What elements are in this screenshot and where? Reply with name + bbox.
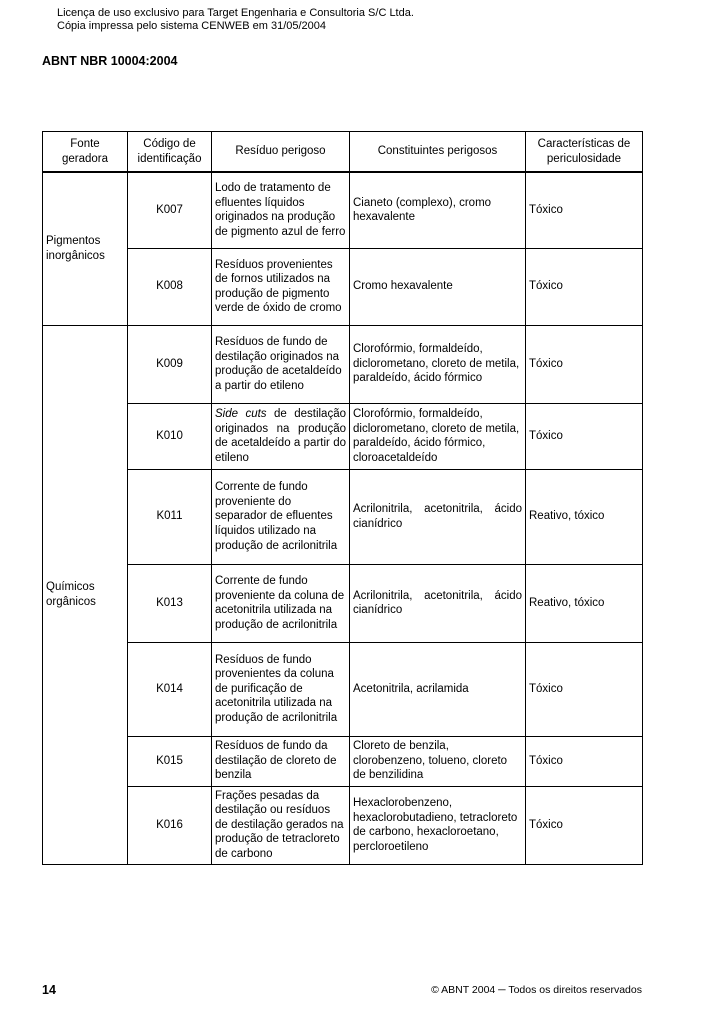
table-row xyxy=(43,403,643,469)
residuo-cell: Corrente de fundo proveniente do separador de efluentes líquidos utilizado na produção de acrilonitrila xyxy=(212,469,350,564)
caracteristicas-cell: Tóxico xyxy=(526,325,643,403)
license-line-2: Cópia impressa pelo sistema CENWEB em 31/05/2004 xyxy=(57,20,327,32)
table-row xyxy=(43,172,643,248)
caracteristicas-cell: Tóxico xyxy=(526,172,643,248)
table-row xyxy=(43,248,643,325)
residuo-cell xyxy=(212,403,350,469)
residuo-cell: Corrente de fundo proveniente da coluna de acetonitrila utilizada na produção de acrilonitrila xyxy=(212,564,350,642)
residuo-text: de destilação originados na produção de acetaldeído a partir do etileno xyxy=(215,408,346,464)
table-row xyxy=(43,736,643,786)
standard-title: ABNT NBR 10004:2004 xyxy=(42,54,178,68)
residuo-cell: Frações pesadas da destilação ou resíduos de destilação gerados na produção de tetracloreto de carbono xyxy=(212,786,350,864)
header-codigo: Código de identificação xyxy=(128,132,212,173)
codigo-cell: K008 xyxy=(128,248,212,325)
constituintes-cell: Acrilonitrila, acetonitrila, ácido cianídrico xyxy=(350,469,526,564)
constituintes-cell: Hexaclorobenzeno, hexaclorobutadieno, tetracloreto de carbono, hexacloroetano, percloroetileno xyxy=(350,786,526,864)
caracteristicas-cell: Tóxico xyxy=(526,248,643,325)
copyright-notice: © ABNT 2004 ─ Todos os direitos reservados xyxy=(431,984,642,996)
fonte-cell: Químicos orgânicos xyxy=(43,325,128,864)
residuo-cell: Resíduos provenientes de fornos utilizados na produção de pigmento verde de óxido de cromo xyxy=(212,248,350,325)
residuo-cell: Resíduos de fundo da destilação de cloreto de benzila xyxy=(212,736,350,786)
constituintes-cell: Clorofórmio, formaldeído, diclorometano, cloreto de metila, paraldeído, ácido fórmico, cloroacetaldeído xyxy=(350,403,526,469)
residuo-cell: Lodo de tratamento de efluentes líquidos originados na produção de pigmento azul de ferro xyxy=(212,172,350,248)
table-row xyxy=(43,642,643,736)
caracteristicas-cell: Reativo, tóxico xyxy=(526,564,643,642)
page-number: 14 xyxy=(42,983,56,997)
license-line-1: Licença de uso exclusivo para Target Engenharia e Consultoria S/C Ltda. xyxy=(57,7,414,19)
header-fonte: Fonte geradora xyxy=(43,132,128,173)
table-row xyxy=(43,564,643,642)
caracteristicas-cell: Reativo, tóxico xyxy=(526,469,643,564)
constituintes-cell: Cianeto (complexo), cromo hexavalente xyxy=(350,172,526,248)
table-row xyxy=(43,786,643,864)
caracteristicas-cell: Tóxico xyxy=(526,403,643,469)
header-residuo: Resíduo perigoso xyxy=(212,132,350,173)
constituintes-cell: Acetonitrila, acrilamida xyxy=(350,642,526,736)
codigo-cell: K014 xyxy=(128,642,212,736)
table-row xyxy=(43,325,643,403)
codigo-cell: K015 xyxy=(128,736,212,786)
caracteristicas-cell: Tóxico xyxy=(526,786,643,864)
license-notice xyxy=(57,7,414,33)
constituintes-cell: Cloreto de benzila, clorobenzeno, tolueno, cloreto de benzilidina xyxy=(350,736,526,786)
residuo-cell: Resíduos de fundo provenientes da coluna de purificação de acetonitrila utilizada na produção de acrilonitrila xyxy=(212,642,350,736)
codigo-cell: K010 xyxy=(128,403,212,469)
header-caracteristicas: Características de periculosidade xyxy=(526,132,643,173)
codigo-cell: K011 xyxy=(128,469,212,564)
residuo-cell: Resíduos de fundo de destilação originados na produção de acetaldeído a partir do etileno xyxy=(212,325,350,403)
codigo-cell: K013 xyxy=(128,564,212,642)
caracteristicas-cell: Tóxico xyxy=(526,642,643,736)
table-header-row xyxy=(43,132,643,173)
fonte-cell: Pigmentos inorgânicos xyxy=(43,172,128,325)
header-constituintes: Constituintes perigosos xyxy=(350,132,526,173)
constituintes-cell: Clorofórmio, formaldeído, diclorometano, cloreto de metila, paraldeído, ácido fórmico xyxy=(350,325,526,403)
constituintes-cell: Cromo hexavalente xyxy=(350,248,526,325)
codigo-cell: K007 xyxy=(128,172,212,248)
constituintes-cell: Acrilonitrila, acetonitrila, ácido cianídrico xyxy=(350,564,526,642)
hazardous-waste-table xyxy=(42,131,643,865)
codigo-cell: K009 xyxy=(128,325,212,403)
table-row xyxy=(43,469,643,564)
codigo-cell: K016 xyxy=(128,786,212,864)
residuo-italic-term: Side cuts xyxy=(215,408,267,420)
caracteristicas-cell: Tóxico xyxy=(526,736,643,786)
